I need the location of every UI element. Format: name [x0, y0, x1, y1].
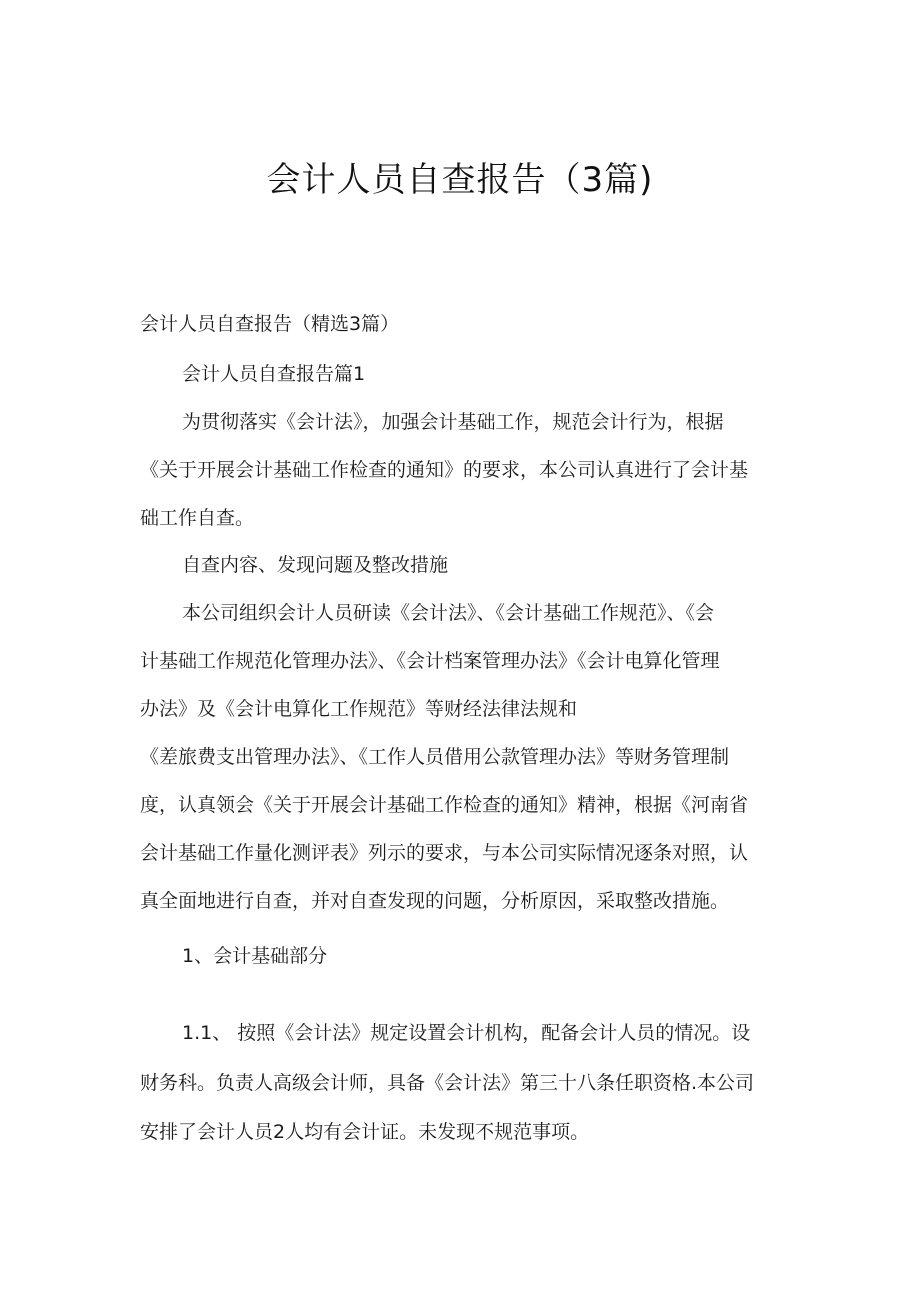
item-heading: 1、会计基础部分	[182, 945, 328, 967]
paragraph-line: 本公司组织会计人员研读《会计法》、《会计基础工作规范》、《会	[182, 602, 715, 624]
document-subtitle: 会计人员自查报告（精选3篇）	[140, 313, 400, 335]
paragraph-line: 会计基础工作量化测评表》列示的要求，与本公司实际情况逐条对照，认	[140, 842, 749, 864]
paragraph-line: 1.1、 按照《会计法》规定设置会计机构，配备会计人员的情况。设	[182, 1022, 751, 1044]
paragraph-line: 安排了会计人员2人均有会计证。未发现不规范事项。	[140, 1121, 590, 1143]
document-title: 会计人员自查报告（3篇)	[266, 160, 654, 200]
section-heading: 会计人员自查报告篇1	[182, 363, 366, 385]
paragraph-line: 为贯彻落实《会计法》，加强会计基础工作，规范会计行为，根据	[182, 411, 724, 433]
paragraph-line: 《关于开展会计基础工作检查的通知》的要求，本公司认真进行了会计基	[140, 459, 749, 481]
paragraph-line: 财务科。负责人高级会计师，具备《会计法》第三十八条任职资格.本公司	[140, 1072, 755, 1094]
paragraph-line: 计基础工作规范化管理办法》、《会计档案管理办法》《会计电算化管理	[140, 650, 720, 672]
paragraph-line: 度，认真领会《关于开展会计基础工作检查的通知》精神，根据《河南省	[140, 794, 749, 816]
paragraph-line: 真全面地进行自查，并对自查发现的问题，分析原因，采取整改措施。	[140, 890, 730, 912]
paragraph-line: 办法》及《会计电算化工作规范》等财经法律法规和	[140, 698, 578, 720]
subheading: 自查内容、发现问题及整改措施	[182, 554, 449, 576]
paragraph-line: 《差旅费支出管理办法》、《工作人员借用公款管理办法》等财务管理制	[140, 746, 730, 768]
paragraph-line: 础工作自查。	[140, 507, 255, 529]
